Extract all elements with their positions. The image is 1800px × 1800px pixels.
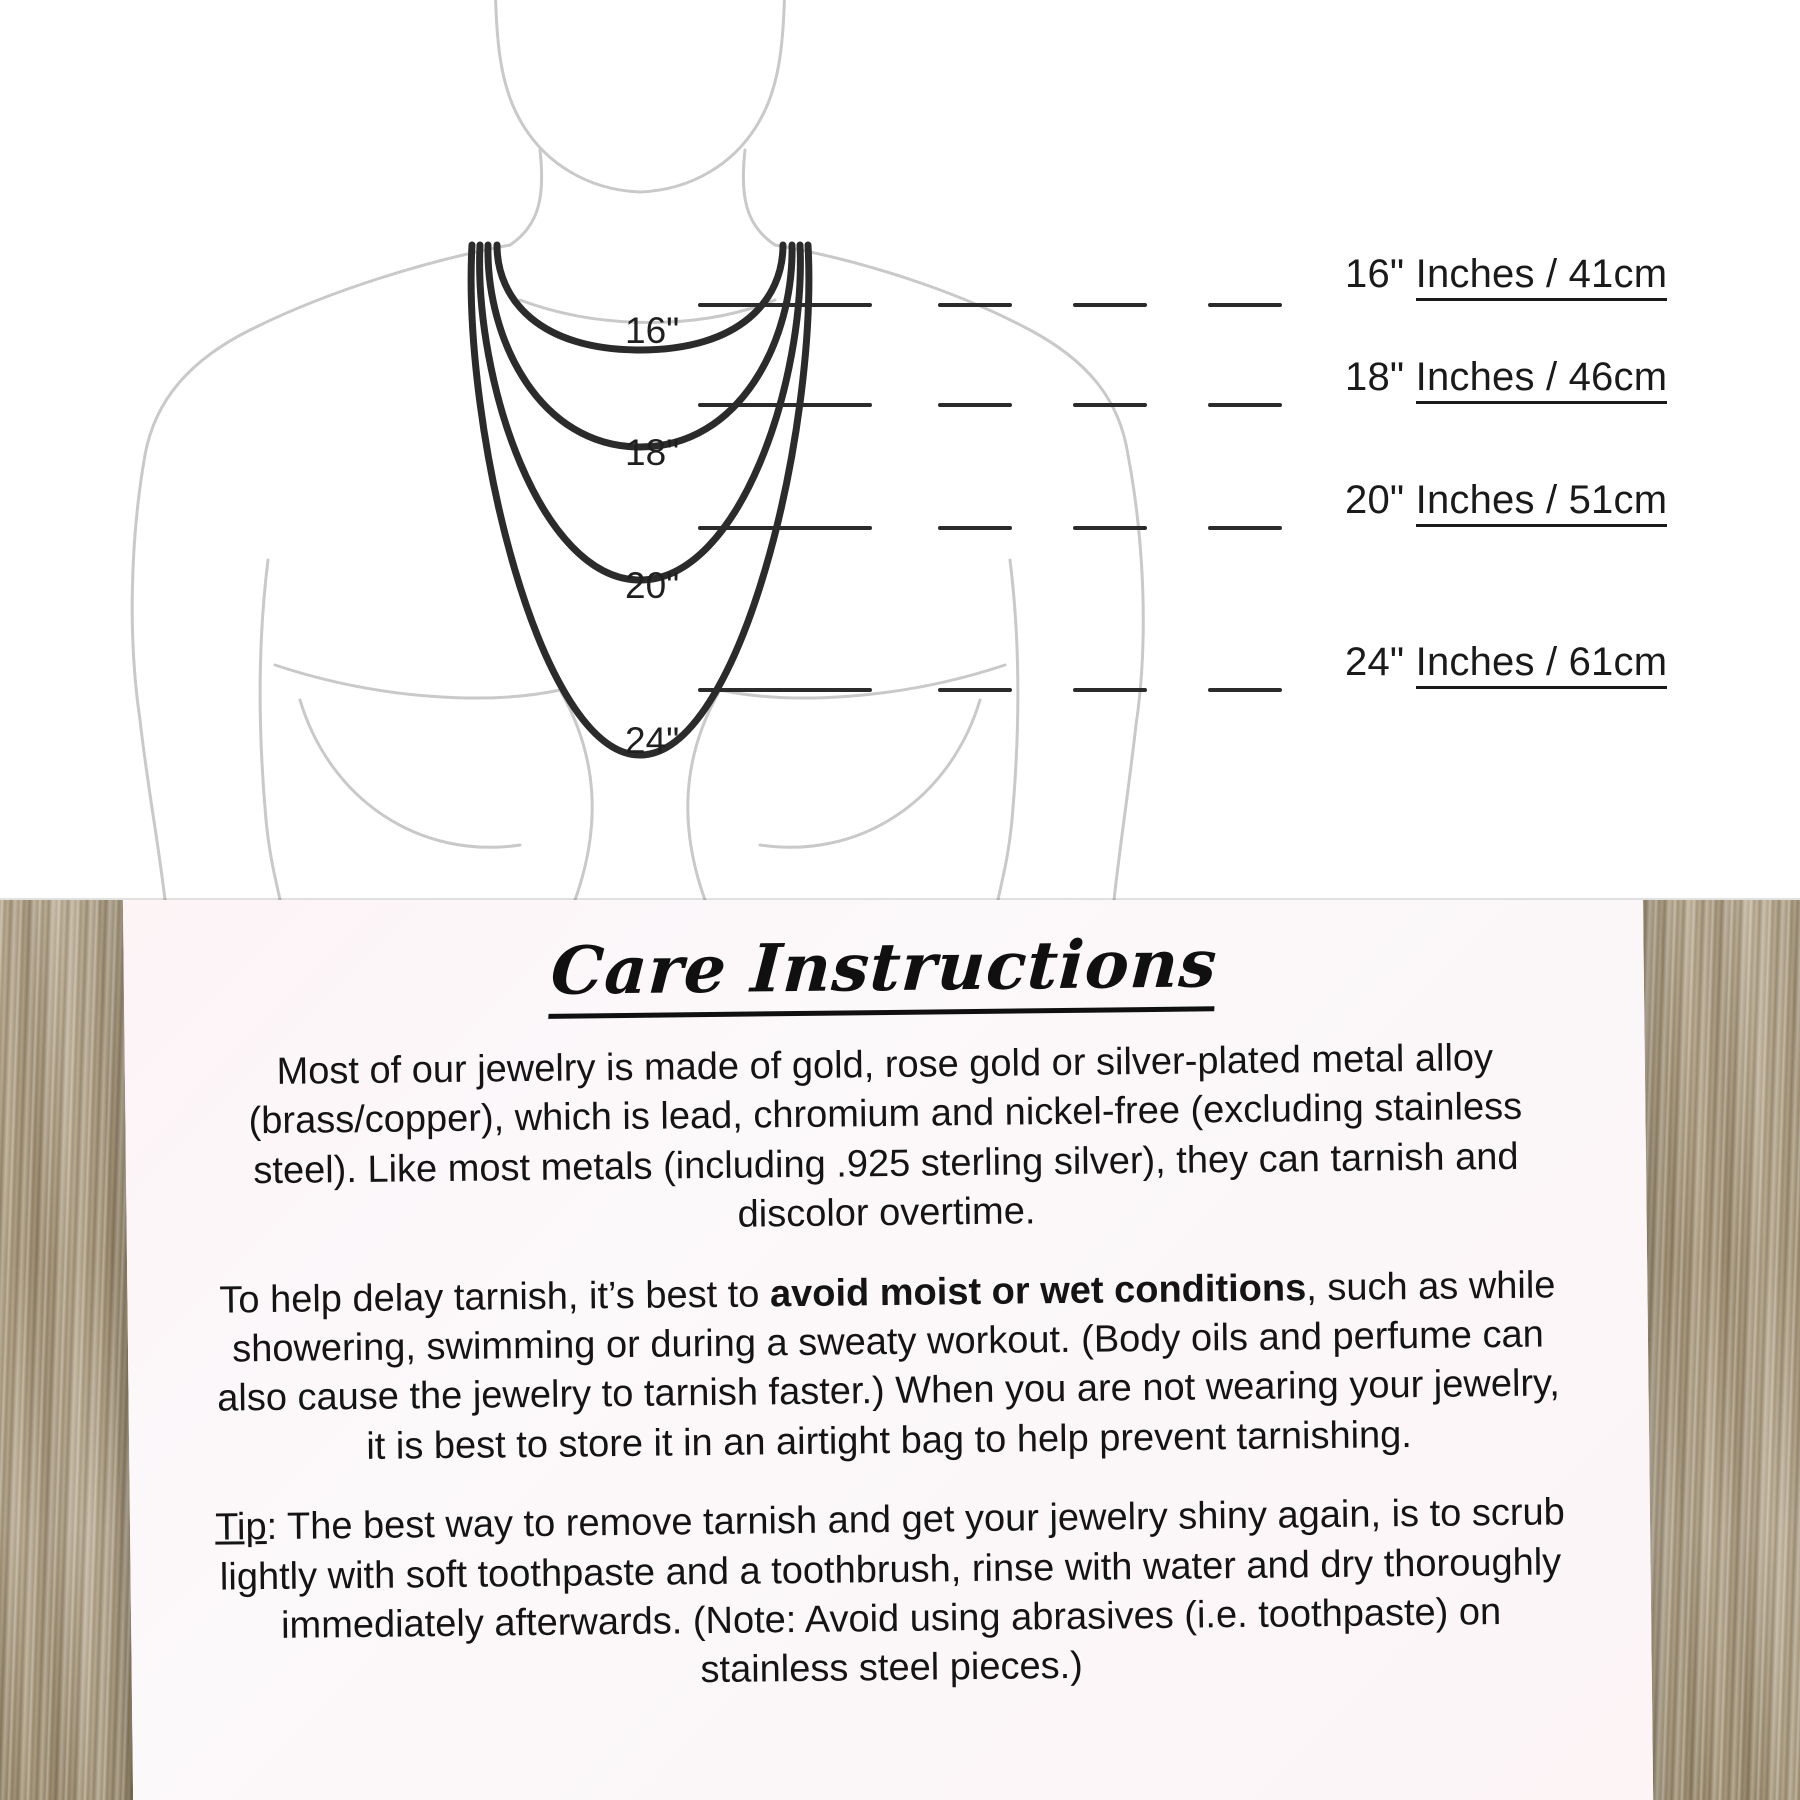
legend-size-24: 24" bbox=[1345, 640, 1405, 684]
care-title: Care Instructions bbox=[548, 924, 1219, 1019]
legend-text-16: Inches / 41cm bbox=[1416, 252, 1668, 301]
legend-size-16: 16" bbox=[1345, 252, 1405, 296]
chain-tag-16: 16" bbox=[625, 310, 680, 351]
legend-size-20: 20" bbox=[1345, 478, 1405, 522]
care-paragraph-tip bbox=[202, 1488, 1580, 1701]
care-tip-label: Tip bbox=[214, 1506, 267, 1549]
legend-row-24 bbox=[1345, 640, 1667, 685]
legend-row-16 bbox=[1345, 252, 1667, 297]
care-instructions-photo bbox=[0, 900, 1800, 1800]
legend-row-20 bbox=[1345, 478, 1667, 523]
care-paragraph-tarnish bbox=[199, 1261, 1577, 1474]
care-tip-text: : The best way to remove tarnish and get your jewelry shiny again, is to scrub lightly with soft toothpaste and a toothbrush, rinse with water and dry thoroughly immediately afterwards. (Note: Avoid using abrasives (i.e. toothpaste) on stainless steel pieces.) bbox=[219, 1491, 1566, 1692]
legend-row-18 bbox=[1345, 355, 1667, 400]
chain-tag-24: 24" bbox=[625, 720, 680, 761]
legend-text-18: Inches / 46cm bbox=[1416, 355, 1668, 404]
care-tarnish-text-1: To help delay tarnish, it’s best to bbox=[219, 1272, 771, 1322]
care-instructions-card bbox=[122, 900, 1653, 1800]
legend-text-20: Inches / 51cm bbox=[1416, 478, 1668, 527]
care-tarnish-emphasis: avoid moist or wet conditions bbox=[769, 1266, 1307, 1315]
legend-size-18: 18" bbox=[1345, 355, 1405, 399]
care-tarnish-text-2: , such as while showering, swimming or during a sweaty workout. (Body oils and perfume can also cause the jewelry to tarnish faster.) When you are not wearing your jewelry, it is best to store it in an airtight bag to help prevent tarnishing. bbox=[217, 1263, 1561, 1468]
chain-tag-18: 18" bbox=[625, 432, 680, 473]
chain-tag-20: 20" bbox=[625, 565, 680, 606]
care-paragraph-materials: Most of our jewelry is made of gold, rose gold or silver-plated metal alloy (brass/copper), which is lead, chromium and nickel-free (excluding stainless steel). Like most metals (including .925 sterling silver), they can tarnish and discolor overtime. bbox=[248, 1037, 1523, 1236]
legend-text-24: Inches / 61cm bbox=[1416, 640, 1668, 689]
